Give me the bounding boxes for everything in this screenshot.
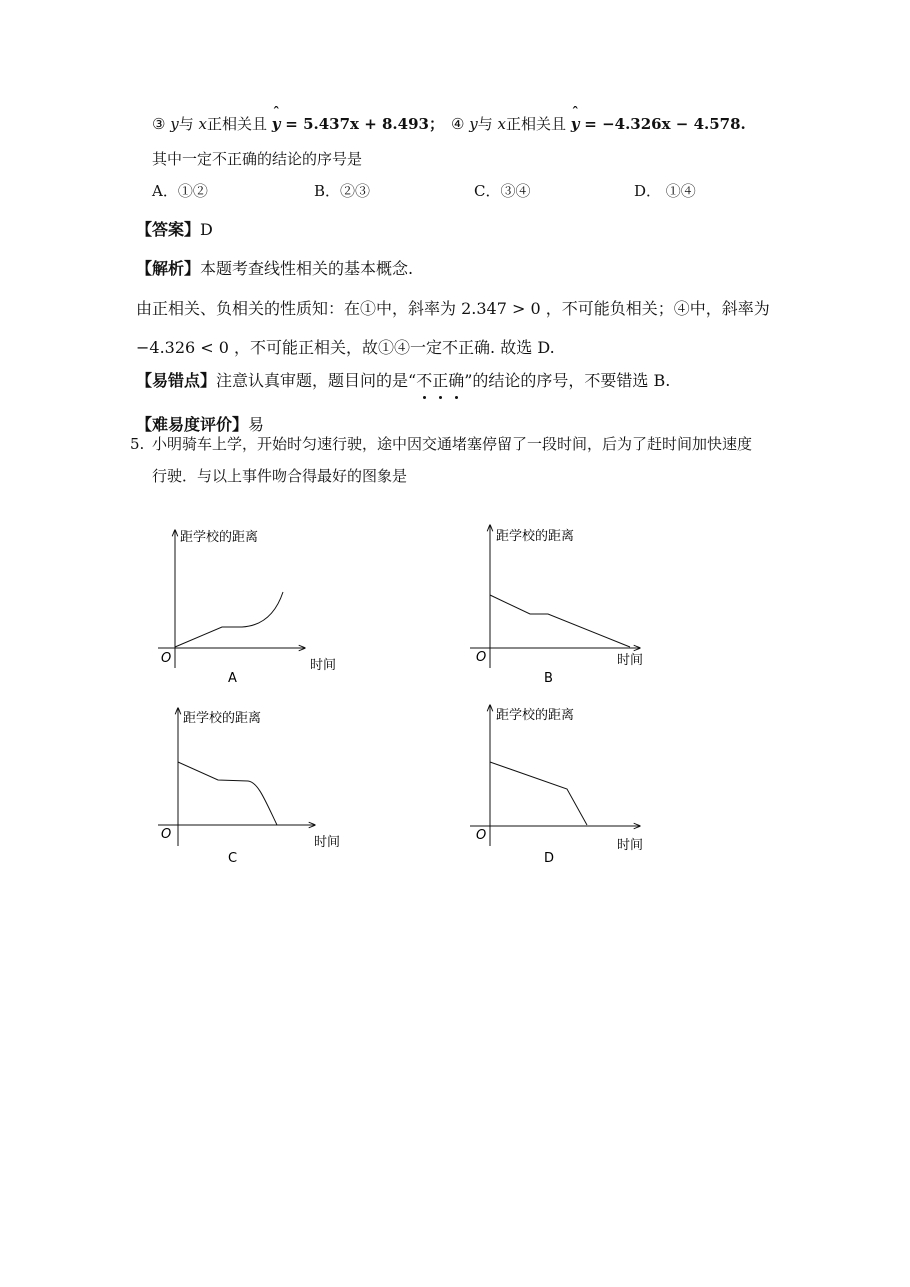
graph-a-y-label: 距学校的距离 [180,530,259,545]
graph-b-caption: B [544,671,553,686]
graph-c-origin: O [161,827,172,842]
analysis-text: 本题考查线性相关的基本概念. [200,259,414,278]
q4-choice-b: B．②③ [314,182,371,200]
graph-a-origin: O [161,651,172,666]
graph-d-x-label: 时间 [617,838,644,853]
option-4-var-y: y [469,115,478,133]
option-3-with: 与 [178,115,194,133]
graph-b-x-label: 时间 [617,653,644,668]
graph-b-origin: O [476,650,487,665]
option-4-equation: = −4.326x − 4.578. [584,115,746,133]
q4-choice-d: D． ①④ [634,182,696,200]
difficulty-value: 易 [248,415,265,434]
graph-c-y-label: 距学校的距离 [183,711,262,726]
option-3-y-hat: ˆ y [272,114,281,134]
q4-prompt: 其中一定不正确的结论的序号是 [152,150,363,168]
answer-value: D [200,220,213,239]
graph-d-y-label: 距学校的距离 [496,708,575,723]
q5-line-2: 行驶．与以上事件吻合得最好的图象是 [152,467,408,485]
graph-b-y-label: 距学校的距离 [496,529,575,544]
explanation-line-1: 由正相关、负相关的性质知：在①中，斜率为 2.347 > 0 ，不可能负相关；④中，斜率为 [136,299,770,318]
option-3-var-y: y [170,115,179,133]
emphasis-char-2: 正 [432,371,449,390]
option-4-number: ④ [451,115,465,133]
error-point-text-post: ”的结论的序号，不要错选 B. [464,371,671,390]
graph-a [158,529,336,686]
graph-d-curve [490,762,587,825]
q5-number: 5. [130,435,145,453]
graph-b-curve [490,595,630,647]
q4-choice-a: A．①② [152,182,208,200]
option-3-number: ③ [152,115,166,133]
graph-d-origin: O [476,828,487,843]
q5-line-1: 小明骑车上学，开始时匀速行驶，途中因交通堵塞停留了一段时间，后为了赶时间加快速度 [152,435,753,453]
option-3-text: 正相关且 [206,115,267,133]
graph-d-caption: D [544,851,555,866]
error-point-text-pre: 注意认真审题，题目问的是“ [216,371,417,390]
answer-label: 【答案】 [136,220,201,239]
option-3-var-x: x [198,115,207,133]
option-4-with: 与 [477,115,493,133]
q4-choice-c: C．③④ [474,182,531,200]
graph-b [470,525,643,686]
explanation-line-2: −4.326 < 0 ，不可能正相关，故①④一定不正确. 故选 D. [136,338,555,357]
graph-c-x-label: 时间 [314,835,341,850]
graph-c-curve [178,762,277,825]
option-4-var-x: x [497,115,506,133]
graph-d [470,705,643,866]
error-point-label: 【易错点】 [136,371,217,390]
option-4-text: 正相关且 [505,115,566,133]
graph-a-caption: A [228,671,237,686]
analysis-label: 【解析】 [136,259,201,278]
graph-c-caption: C [228,851,238,866]
graph-a-curve [175,592,283,647]
graph-a-x-label: 时间 [310,658,337,673]
emphasis-char-3: 确 [448,371,465,390]
graph-c [158,708,340,866]
option-4-y-hat: ˆ y [571,114,580,134]
difficulty-label: 【难易度评价】 [136,415,249,434]
option-3-equation: = 5.437x + 8.493； [285,115,444,133]
emphasis-char-1: 不 [416,371,433,390]
